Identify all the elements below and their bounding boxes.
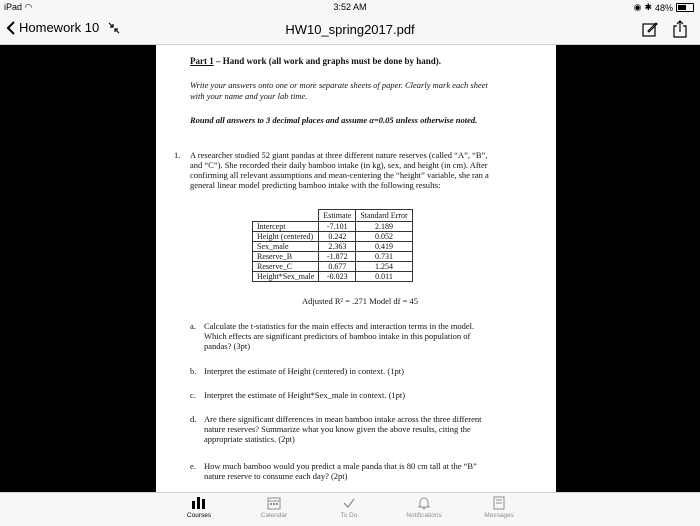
instructions: Write your answers onto one or more separate sheets of paper. Clearly mark each sheet with your name and your lab time. xyxy=(190,80,488,101)
clock: 3:52 AM xyxy=(333,2,367,12)
tab-notifications[interactable]: Notifications xyxy=(384,496,464,519)
back-label: Homework 10 xyxy=(19,20,100,35)
status-right xyxy=(634,2,694,13)
rounding-note: Round all answers to 3 decimal places and assume α=0.05 unless otherwise noted. xyxy=(190,115,478,125)
battery-fill xyxy=(678,5,686,10)
subquestion-c: c. Interpret the estimate of Height*Sex_male in context. (1pt) xyxy=(190,390,406,400)
subquestion-a: a. Calculate the t-statistics for the main effects and interaction terms in the model. Which effects are significant predictors of bamboo intake in this population of pandas? (3pt) xyxy=(190,321,475,351)
calendar-icon xyxy=(267,496,281,510)
tab-messages[interactable]: Messages xyxy=(459,496,539,519)
table-header: Estimate Standard Error xyxy=(253,210,413,222)
edit-icon[interactable] xyxy=(642,21,658,37)
location-icon: ◉ xyxy=(633,2,642,12)
tab-todo[interactable]: To Do xyxy=(309,496,389,519)
table-row: Reserve_B -1.872 0.731 xyxy=(253,252,413,262)
table-row: Height*Sex_male -0.023 0.011 xyxy=(253,272,413,282)
tab-courses[interactable]: Courses xyxy=(159,496,239,519)
pdf-page xyxy=(156,45,556,492)
inbox-icon xyxy=(492,496,506,510)
table-row: Intercept -7.101 2.189 xyxy=(253,222,413,232)
estimates-table xyxy=(252,209,413,282)
table-footer: Adjusted R² = .271 Model df = 45 xyxy=(302,296,419,306)
status-bar xyxy=(0,0,700,14)
part-heading: Part 1 – Hand work (all work and graphs must be done by hand). xyxy=(190,56,442,66)
pdf-viewer[interactable] xyxy=(0,45,700,492)
checkmark-icon xyxy=(342,496,356,510)
question-text: A researcher studied 52 giant pandas at three different nature reserves (called “A”, “B”, and “C”). She recorded their daily bamboo intake (in kg), sex, and height (in cm). After confirming all relevant assumptions and mean-centering the “height” variable, she ran a general linear model predicting bamboo intake with the following results: xyxy=(190,150,489,190)
document-title: HW10_spring2017.pdf xyxy=(285,22,415,37)
battery-percent: 48% xyxy=(654,2,673,13)
tab-bar xyxy=(0,492,700,526)
battery-icon xyxy=(676,3,694,12)
nav-bar xyxy=(0,14,700,45)
bell-icon xyxy=(417,496,431,510)
table-row: Reserve_C 0.677 1.254 xyxy=(253,262,413,272)
table-row: Height (centered) 0.242 0.052 xyxy=(253,232,413,242)
wifi-icon: ◠ xyxy=(24,2,33,12)
device-label: iPad ◠ xyxy=(4,2,33,12)
table-row: Sex_male 2.363 0.419 xyxy=(253,242,413,252)
subquestion-e: e. How much bamboo would you predict a male panda that is 80 cm tall at the “B” nature reserve to consume each day? (2pt) xyxy=(190,461,477,481)
courses-icon xyxy=(191,496,207,510)
tab-calendar[interactable]: Calendar xyxy=(234,496,314,519)
share-icon[interactable] xyxy=(672,20,688,38)
bluetooth-icon: ✱ xyxy=(644,2,652,12)
subquestion-b: b. Interpret the estimate of Height (centered) in context. (1pt) xyxy=(190,366,404,376)
subquestion-d: d. Are there significant differences in mean bamboo intake across the three different nature reserves? Summarize what you know given the above results, citing the appropriate statistics. (2pt) xyxy=(190,414,482,444)
question-number: 1. xyxy=(174,150,181,160)
